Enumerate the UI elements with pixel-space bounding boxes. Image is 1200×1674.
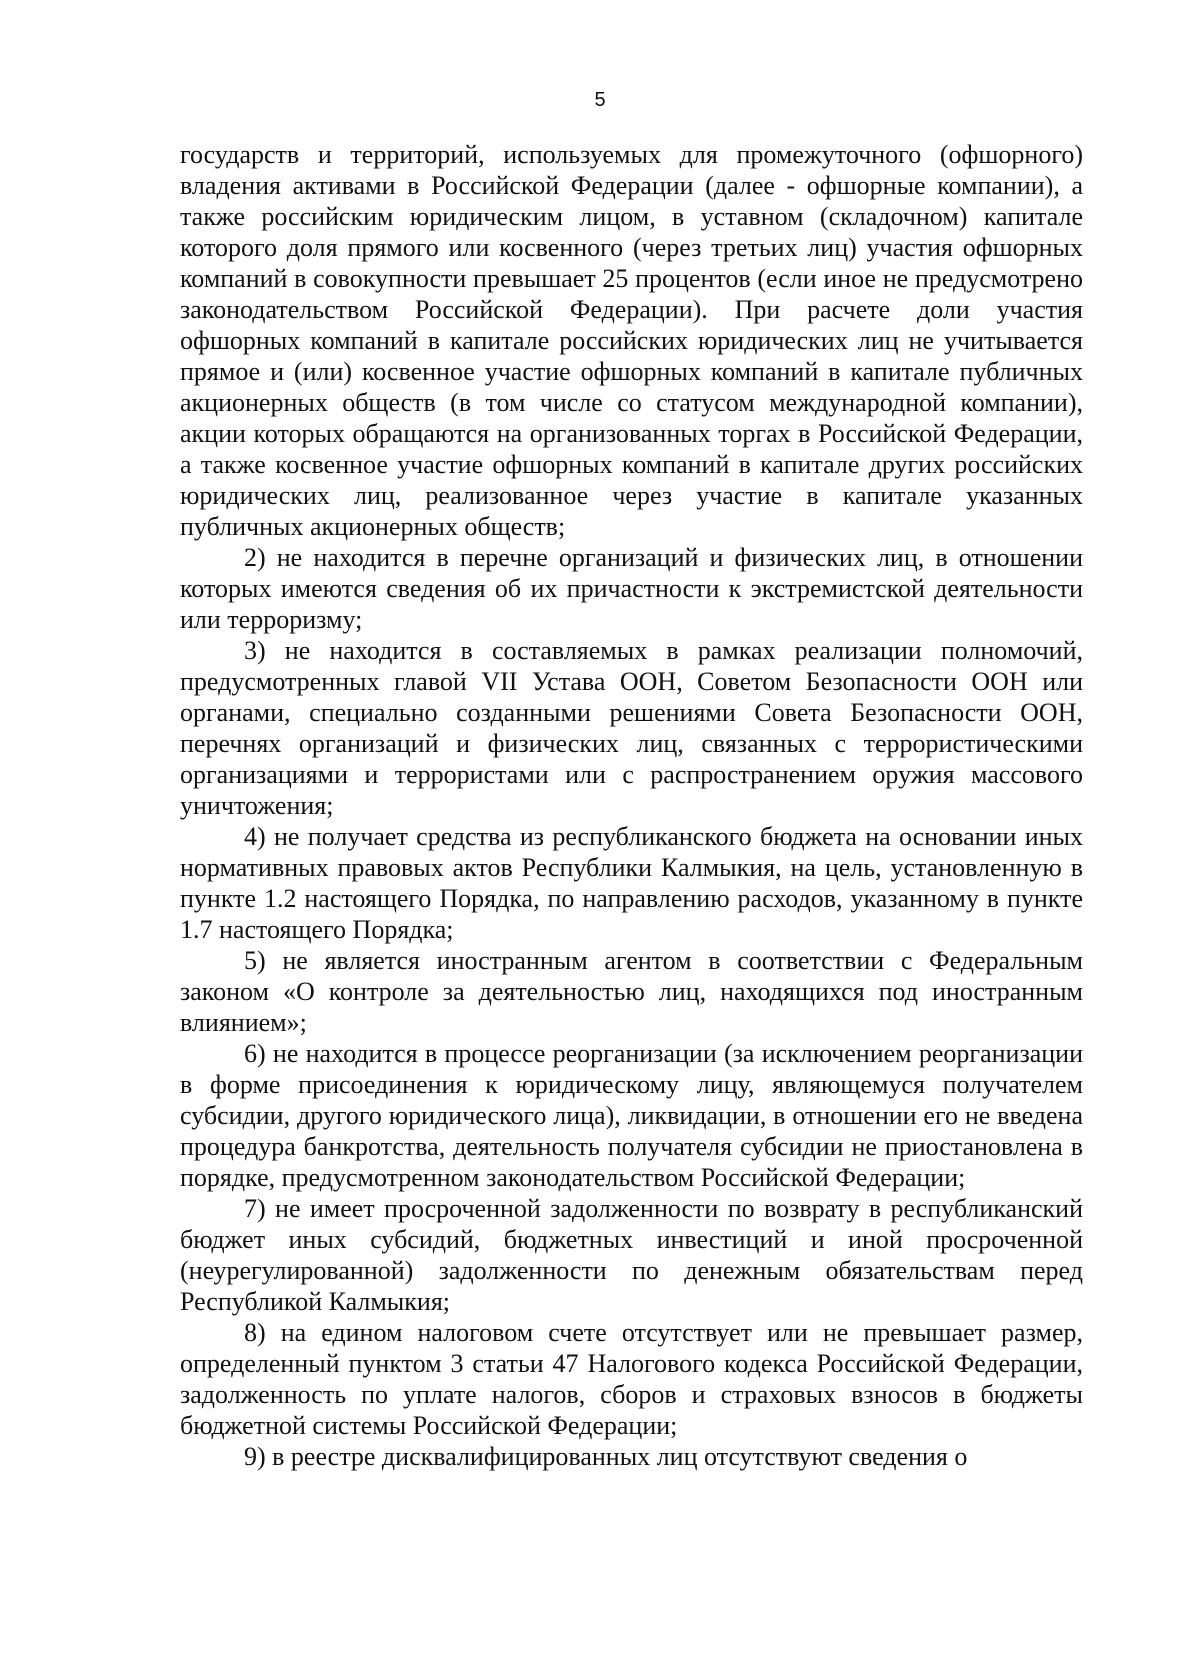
page-number: 5 [594,89,606,111]
list-item-5: 5) не является иностранным агентом в соответствии с Федеральным законом «О контроле за деятельностью лиц, находящихся под иностранным влиянием»; [180,946,1083,1037]
list-item-7: 7) не имеет просроченной задолженности по возврату в республиканский бюджет иных субсидий, бюджетных инвестиций и иной просроченной (неурегулированной) задолженности по денежным обязательствам перед Республикой Калмыкия; [180,1194,1083,1316]
paragraph-continuation: государств и территорий, используемых для промежуточного (офшорного) владения активами в Российской Федерации (далее - офшорные компании), а также российским юридическим лицом, в уставном (складочном) капитале которого доля прямого или косвенного (через третьих лиц) участия офшорных компаний в совокупности превышает 25 процентов (если иное не предусмотрено законодательством Российской Федерации). При расчете доли участия офшорных компаний в капитале российских юридических лиц не учитывается прямое и (или) косвенное участие офшорных компаний в капитале публичных акционерных обществ (в том числе со статусом международной компании), акции которых обращаются на организованных торгах в Российской Федерации, а также косвенное участие офшорных компаний в капитале других российских юридических лиц, реализованное через участие в капитале указанных публичных акционерных обществ; [180,140,1083,541]
list-item-9: 9) в реестре дисквалифицированных лиц отсутствуют сведения о [244,1442,968,1471]
list-item-8: 8) на едином налоговом счете отсутствует или не превышает размер, определенный пунктом 3 статьи 47 Налогового кодекса Российской Федерации, задолженность по уплате налогов, сборов и страховых взносов в бюджеты бюджетной системы Российской Федерации; [180,1318,1083,1440]
list-item-4: 4) не получает средства из республиканского бюджета на основании иных нормативных правовых актов Республики Калмыкия, на цель, установленную в пункте 1.2 настоящего Порядка, по направлению расходов, указанному в пункте 1.7 настоящего Порядка; [180,822,1083,944]
list-item-2: 2) не находится в перечне организаций и физических лиц, в отношении которых имеются сведения об их причастности к экстремистской деятельности или терроризму; [180,543,1083,634]
list-item-3: 3) не находится в составляемых в рамках реализации полномочий, предусмотренных главой VII Устава ООН, Советом Безопасности ООН или органами, специально созданными решениями Совета Безопасности ООН, перечнях организаций и физических лиц, связанных с террористическими организациями и террористами или с распространением оружия массового уничтожения; [180,636,1083,820]
document-body [180,139,1083,1472]
list-item-6: 6) не находится в процессе реорганизации (за исключением реорганизации в форме присоединения к юридическому лицу, являющемуся получателем субсидии, другого юридического лица), ликвидации, в отношении его не введена процедура банкротства, деятельность получателя субсидии не приостановлена в порядке, предусмотренном законодательством Российской Федерации; [180,1039,1083,1192]
